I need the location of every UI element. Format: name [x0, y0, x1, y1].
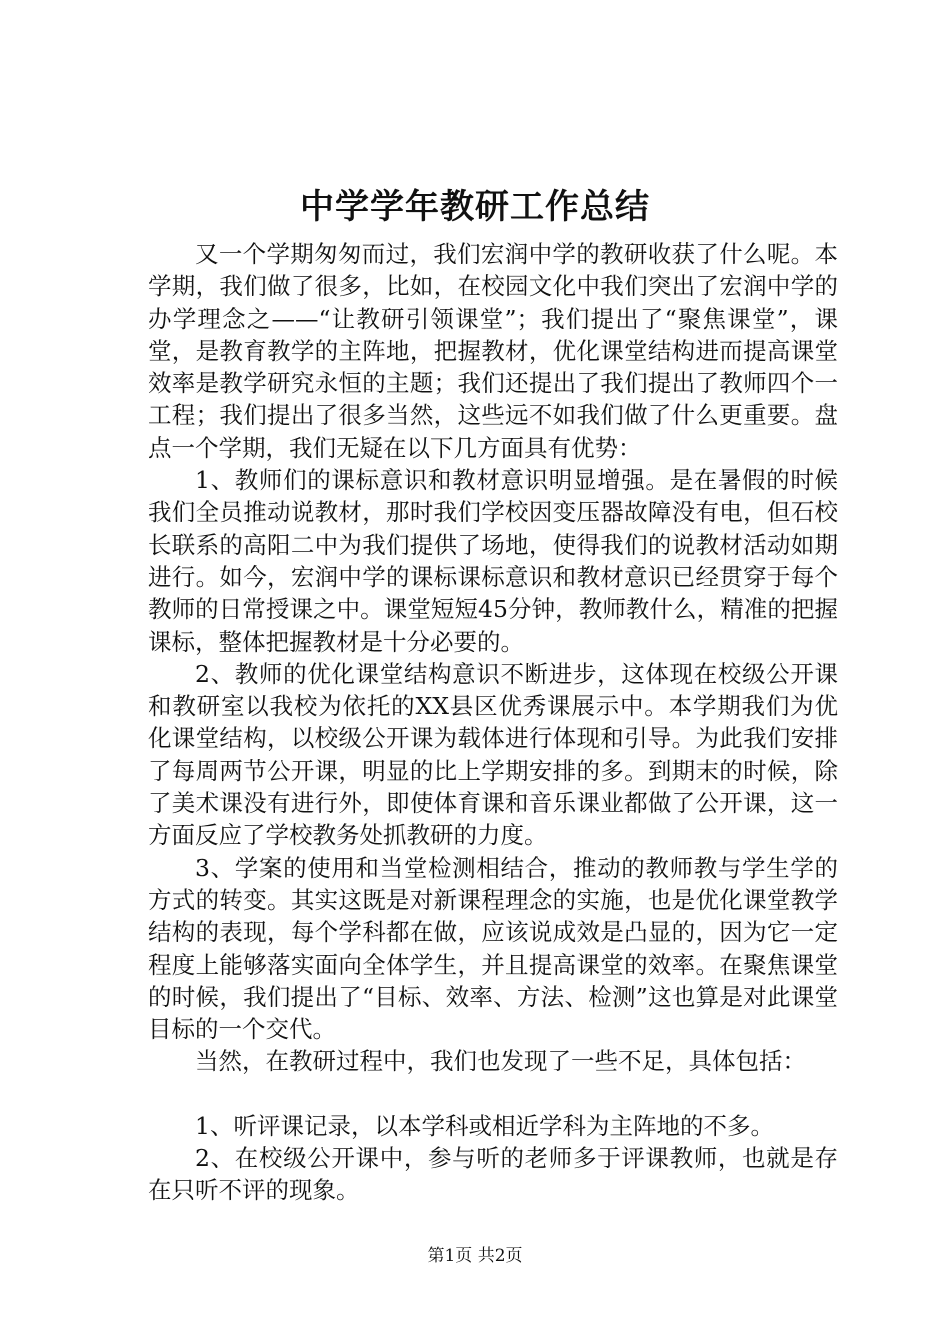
- paragraph-point-2: 2、教师的优化课堂结构意识不断进步，这体现在校级公开课和教研室以我校为依托的XX县区优秀课展示中。本学期我们为优化课堂结构，以校级公开课为载体进行体现和引导。为此我们安排了每周两节公开课，明显的比上学期安排的多。到期末的时候，除了美术课没有进行外，即使体育课和音乐课业都做了公开课，这一方面反应了学校教务处抓教研的力度。: [148, 659, 838, 850]
- blank-line: [148, 1078, 838, 1110]
- paragraph-point-1: 1、教师们的课标意识和教材意识明显增强。是在暑假的时候我们全员推动说教材，那时我们学校因变压器故障没有电，但石校长联系的高阳二中为我们提供了场地，使得我们的说教材活动如期进行。如今，宏润中学的课标课标意识和教材意识已经贯穿于每个教师的日常授课之中。课堂短短45分钟，教师教什么，精准的把握课标，整体把握教材是十分必要的。: [148, 466, 838, 656]
- document-body: [148, 238, 838, 1207]
- paragraph-point-3: 3、学案的使用和当堂检测相结合，推动的教师教与学生学的方式的转变。其实这既是对新课程理念的实施，也是优化课堂教学结构的表现，每个学科都在做，应该说成效是凸显的，因为它一定程度上能够落实面向全体学生，并且提高课堂的效率。在聚焦课堂的时候，我们提出了“目标、效率、方法、检测”这也算是对此课堂目标的一个交代。: [148, 853, 838, 1044]
- paragraph-intro: 又一个学期匆匆而过，我们宏润中学的教研收获了什么呢。本学期，我们做了很多，比如，在校园文化中我们突出了宏润中学的办学理念之——“让教研引领课堂”；我们提出了“聚焦课堂”，课堂，是教育教学的主阵地，把握教材，优化课堂结构进而提高课堂效率是教学研究永恒的主题；我们还提出了我们提出了教师四个一工程；我们提出了很多当然，这些远不如我们做了什么更重要。盘点一个学期，我们无疑在以下几方面具有优势：: [148, 240, 838, 462]
- page-number-footer: 第1页 共2页: [427, 1246, 523, 1266]
- paragraph-shortcoming-2: 2、在校级公开课中，参与听的老师多于评课教师，也就是存在只听不评的现象。: [148, 1144, 838, 1205]
- paragraph-shortcomings-intro: 当然，在教研过程中，我们也发现了一些不足，具体包括：: [195, 1047, 806, 1076]
- paragraph-shortcoming-1: 1、听评课记录，以本学科或相近学科为主阵地的不多。: [195, 1111, 774, 1140]
- document-title: 中学学年教研工作总结: [300, 187, 650, 227]
